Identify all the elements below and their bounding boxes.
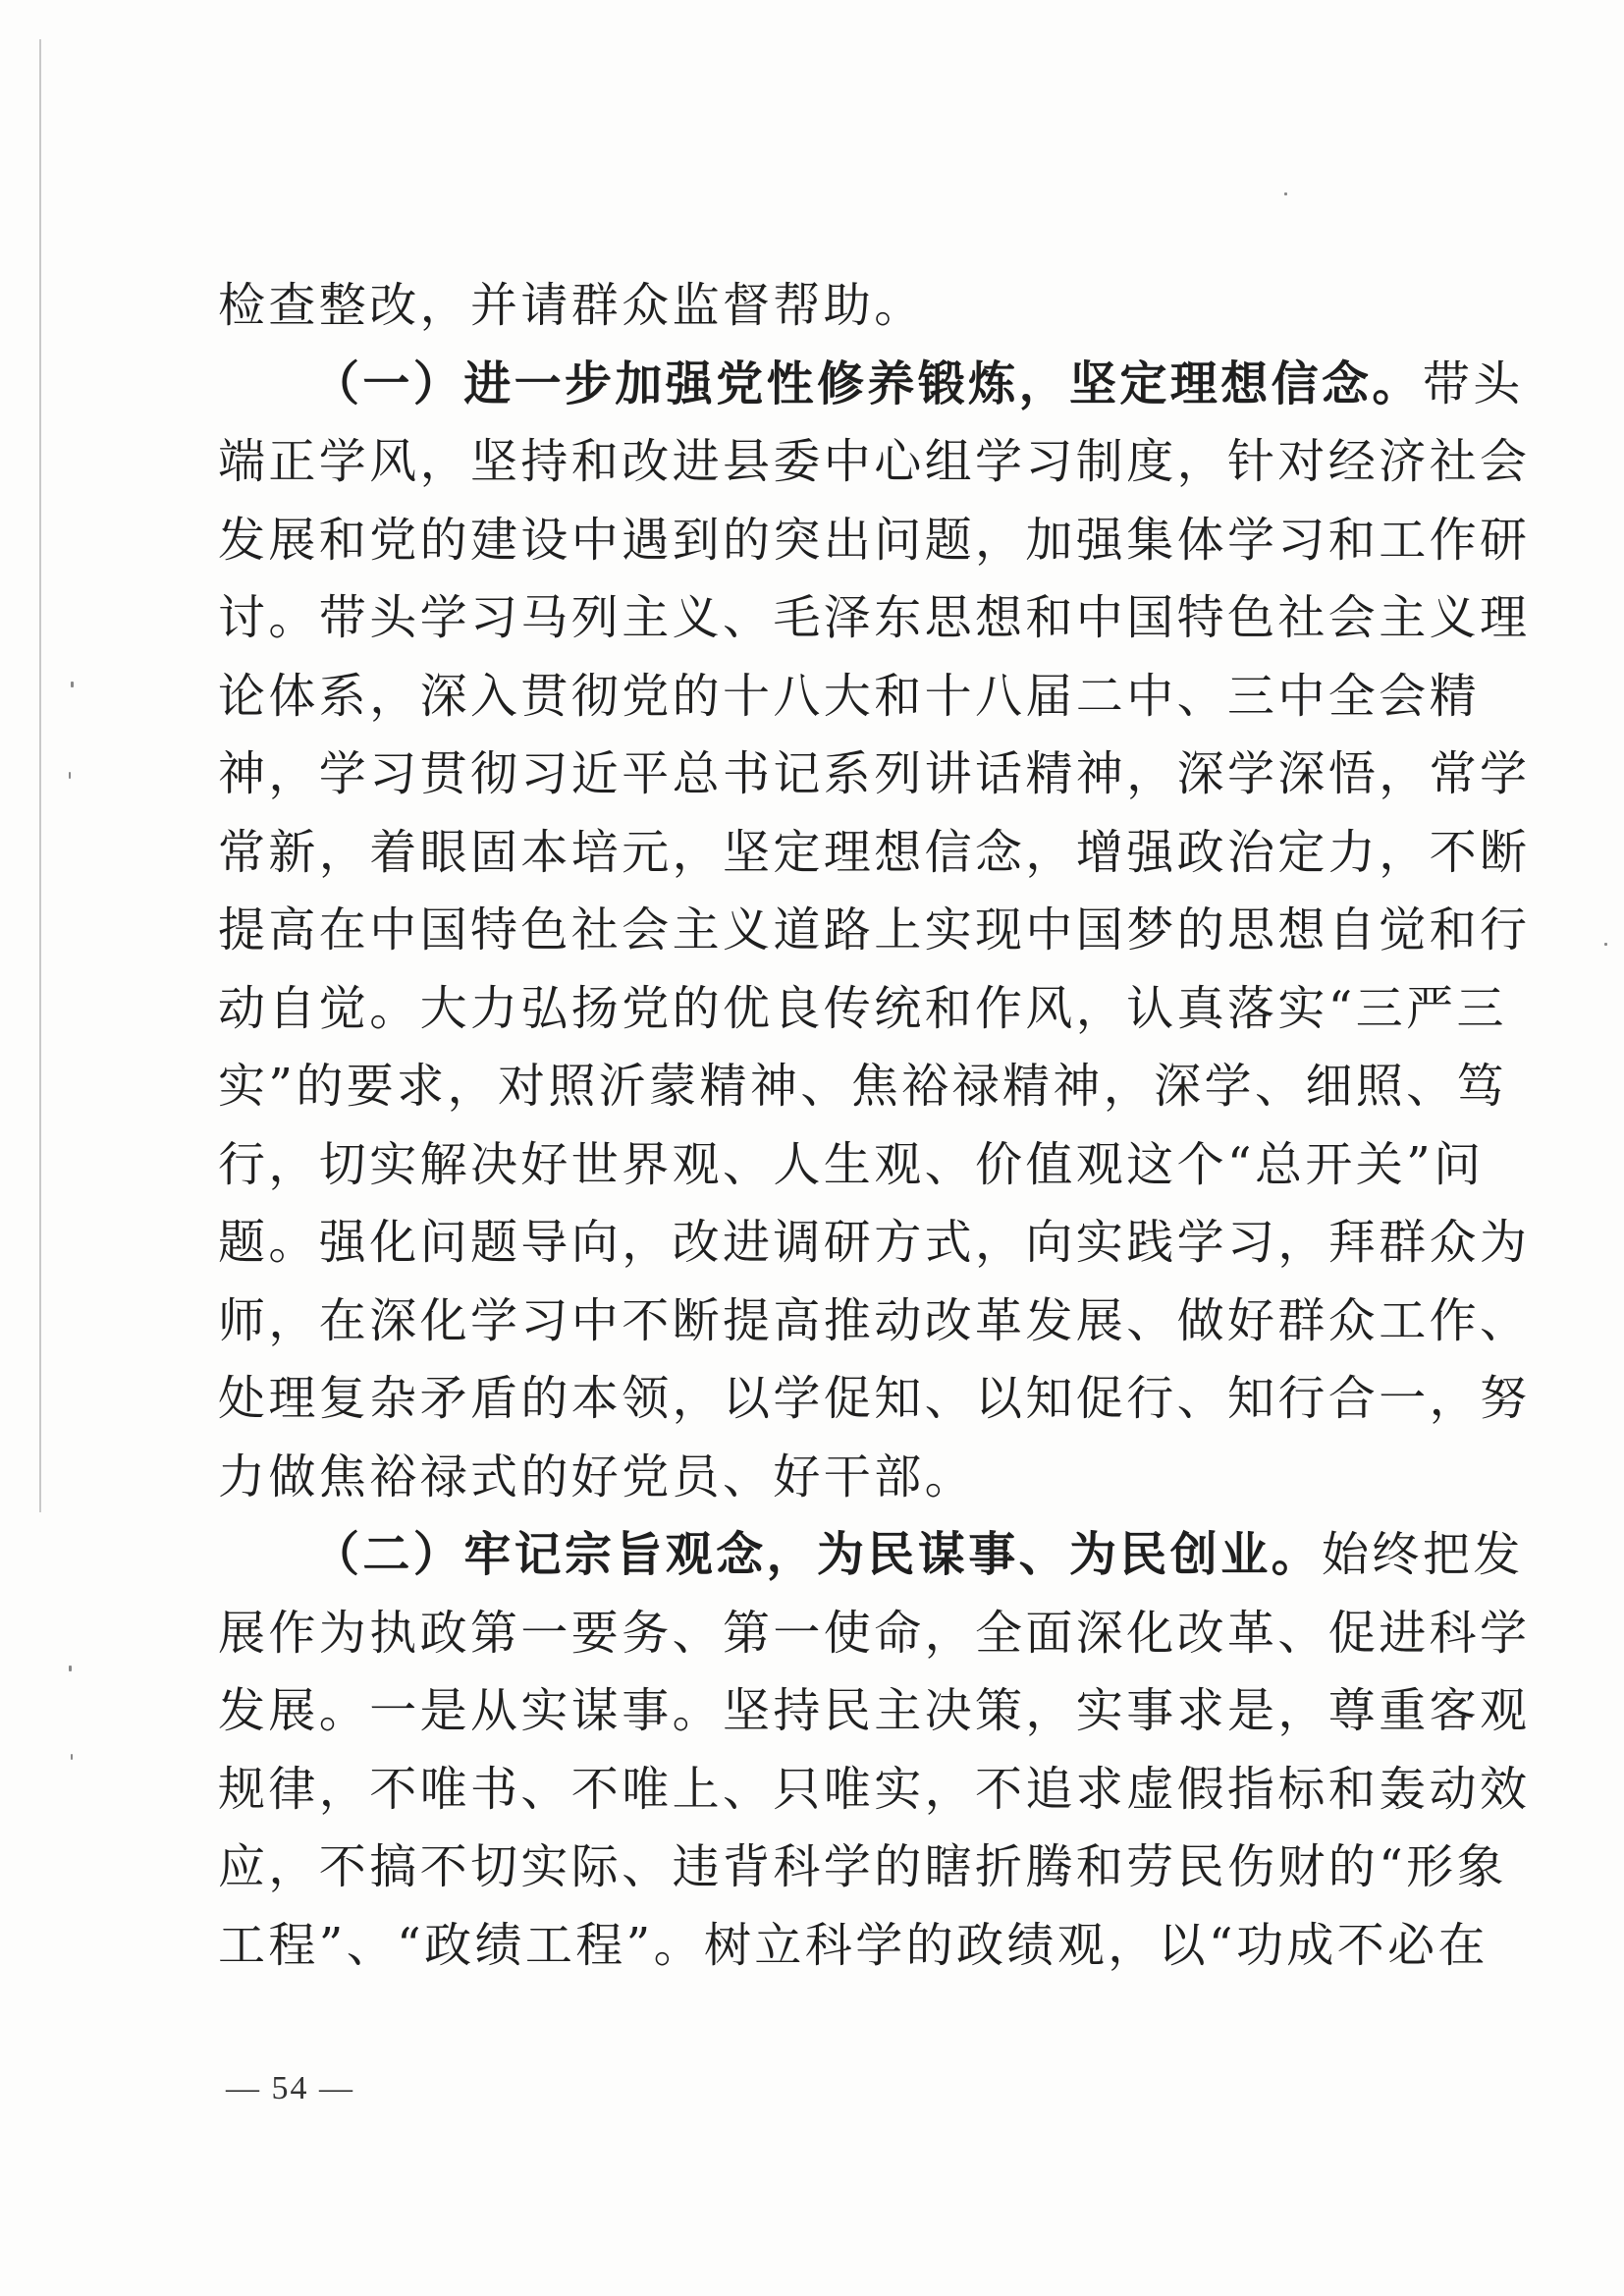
text-line: 论体系，深入贯彻党的十八大和十八届二中、三中全会精 — [218, 668, 1481, 724]
text-line: 实”的要求，对照沂蒙精神、焦裕禄精神，深学、细照、笃 — [218, 1059, 1507, 1114]
scan-speck — [71, 682, 74, 687]
section-heading: （二）牢记宗旨观念，为民谋事、为民创业。 — [312, 1527, 1323, 1582]
text-line: 处理复杂矛盾的本领，以学促知、以知促行、知行合一，努 — [218, 1371, 1531, 1426]
text-line: 提高在中国特色社会主义道路上实现中国梦的思想自觉和行 — [218, 902, 1531, 957]
binding-edge-line — [39, 39, 41, 1512]
text-line: 讨。带头学习马列主义、毛泽东思想和中国特色社会主义理 — [218, 590, 1531, 645]
text-line: 发展。一是从实谋事。坚持民主决策，实事求是，尊重客观 — [218, 1683, 1531, 1738]
section-heading-line — [218, 1516, 1524, 1595]
text-run: 带头 — [1422, 355, 1524, 411]
text-line: 常新，着眼固本培元，坚定理想信念，增强政治定力，不断 — [218, 824, 1531, 880]
text-line: 行，切实解决好世界观、人生观、价值观这个“总开关”问 — [218, 1136, 1485, 1192]
section-heading: （一）进一步加强党性修养锻炼，坚定理想信念。 — [312, 355, 1423, 411]
scan-speck — [69, 772, 71, 779]
text-line: 神，学习贯彻习近平总书记系列讲话精神，深学深悟，常学 — [218, 746, 1531, 801]
text-line: 端正学风，坚持和改进县委中心组学习制度，针对经济社会 — [218, 434, 1531, 489]
text-line: 工程”、“政绩工程”。树立科学的政绩观，以“功成不必在 — [218, 1917, 1489, 1973]
text-line: 规律，不唯书、不唯上、只唯实，不追求虚假指标和轰动效 — [218, 1761, 1531, 1817]
scan-speck — [71, 1754, 73, 1760]
text-line: 发展和党的建设中遇到的突出问题，加强集体学习和工作研 — [218, 512, 1531, 568]
text-run: 始终把发 — [1322, 1527, 1524, 1582]
text-line: 师，在深化学习中不断提高推动改革发展、做好群众工作、 — [218, 1292, 1531, 1348]
scan-speck — [1284, 192, 1287, 195]
text-line: 应，不搞不切实际、违背科学的瞎折腾和劳民伤财的“形象 — [218, 1839, 1507, 1894]
section-heading-line — [218, 346, 1524, 424]
document-body — [218, 267, 1531, 1985]
text-line: 检查整改，并请群众监督帮助。 — [218, 278, 925, 333]
page-number: — 54 — — [226, 2070, 354, 2106]
text-line: 动自觉。大力弘扬党的优良传统和作风，认真落实“三严三 — [218, 980, 1507, 1036]
text-line: 力做焦裕禄式的好党员、好干部。 — [218, 1449, 976, 1504]
scan-speck — [69, 1666, 72, 1671]
text-line: 题。强化问题导向，改进调研方式，向实践学习，拜群众为 — [218, 1215, 1531, 1270]
scan-speck — [1604, 943, 1607, 946]
text-line: 展作为执政第一要务、第一使命，全面深化改革、促进科学 — [218, 1605, 1531, 1661]
